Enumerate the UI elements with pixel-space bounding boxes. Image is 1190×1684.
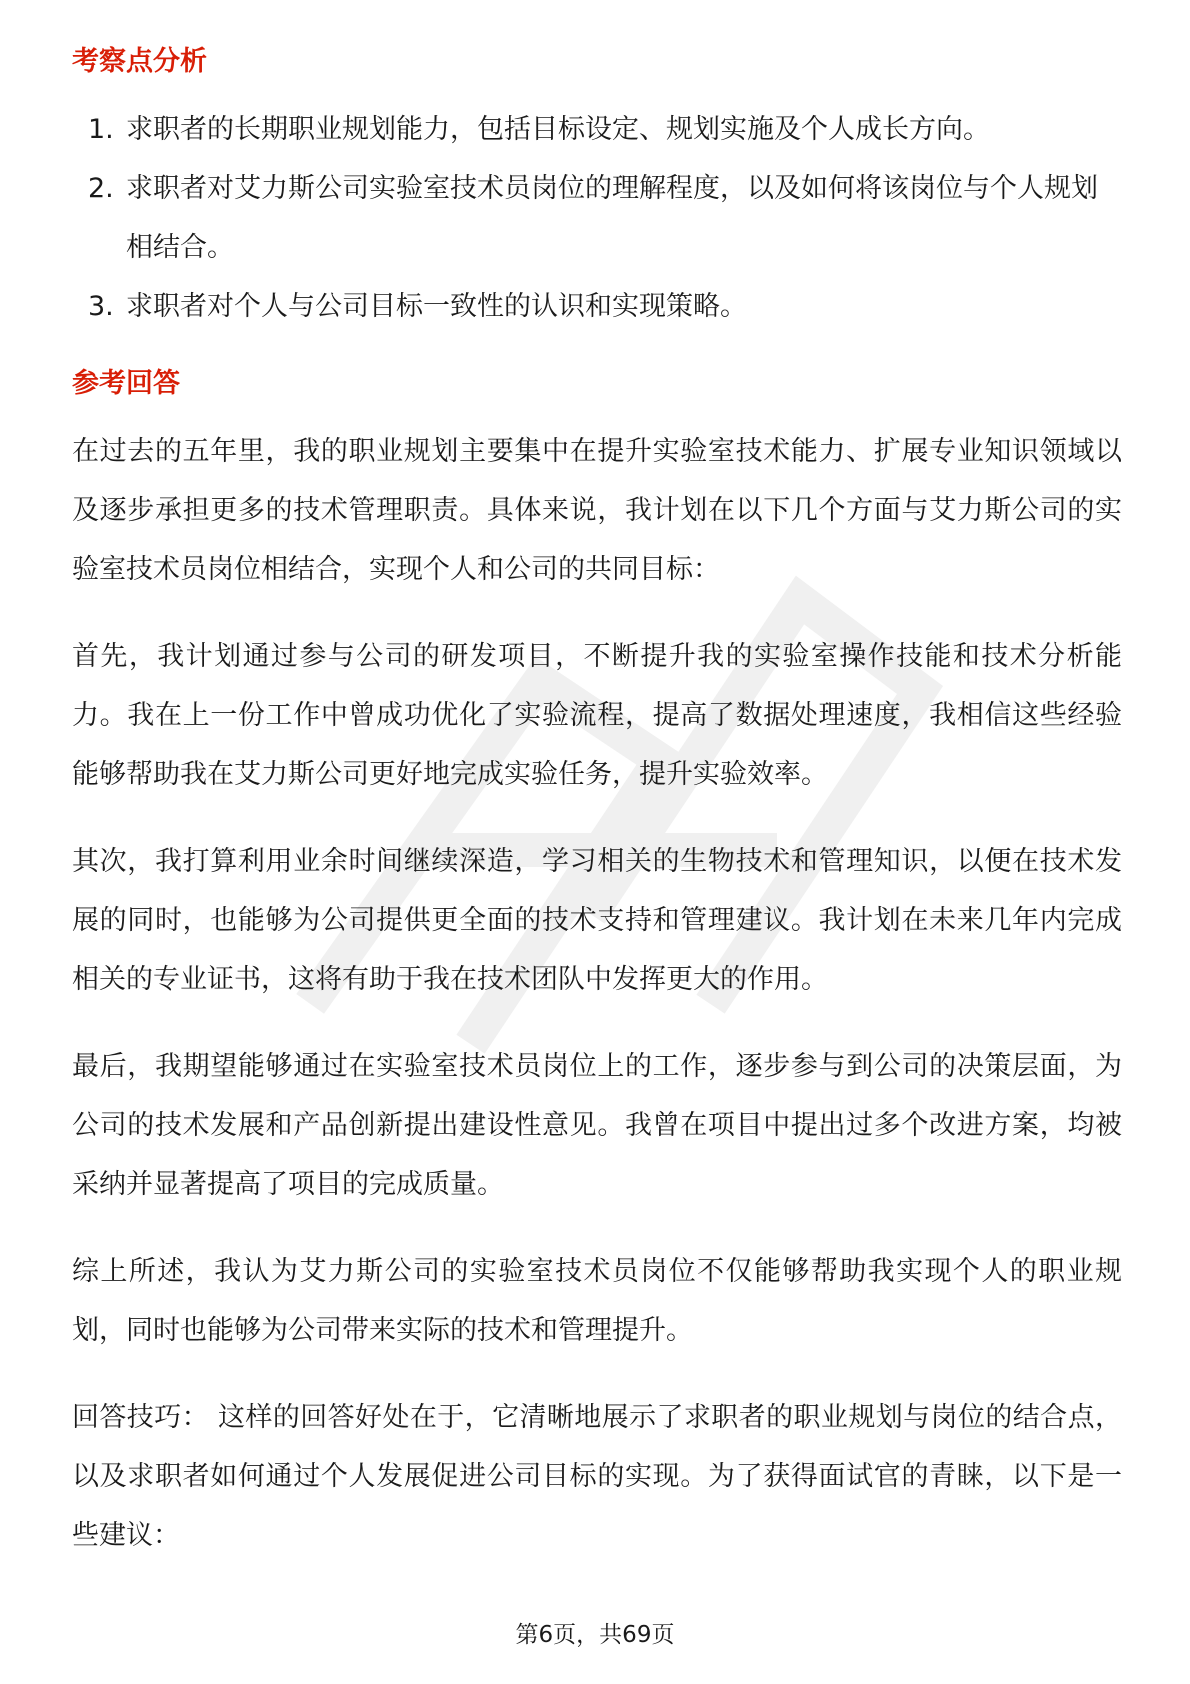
list-item bbox=[72, 159, 1122, 277]
list-item-text: 求职者对艾力斯公司实验室技术员岗位的理解程度，以及如何将该岗位与个人规划相结合。 bbox=[126, 173, 1098, 263]
answer-paragraph: 其次，我打算利用业余时间继续深造，学习相关的生物技术和管理知识，以便在技术发展的同时，也能够为公司提供更全面的技术支持和管理建议。我计划在未来几年内完成相关的专业证书，这将有助于我在技术团队中发挥更大的作用。 bbox=[72, 846, 1122, 995]
list-item-number: 2. bbox=[88, 173, 114, 204]
answer-paragraph: 综上所述，我认为艾力斯公司的实验室技术员岗位不仅能够帮助我实现个人的职业规划，同时也能够为公司带来实际的技术和管理提升。 bbox=[72, 1256, 1122, 1346]
list-item-text: 求职者的长期职业规划能力，包括目标设定、规划实施及个人成长方向。 bbox=[126, 114, 990, 145]
answer-paragraph: 在过去的五年里，我的职业规划主要集中在提升实验室技术能力、扩展专业知识领域以及逐步承担更多的技术管理职责。具体来说，我计划在以下几个方面与艾力斯公司的实验室技术员岗位相结合，实现个人和公司的共同目标： bbox=[72, 436, 1122, 585]
page-number: 第6页，共69页 bbox=[515, 1622, 675, 1648]
list-item bbox=[72, 100, 1122, 159]
answer-tips-paragraph: 回答技巧： 这样的回答好处在于，它清晰地展示了求职者的职业规划与岗位的结合点，以及求职者如何通过个人发展促进公司目标的实现。为了获得面试官的青睐，以下是一些建议： bbox=[72, 1402, 1122, 1551]
list-item bbox=[72, 277, 1122, 336]
analysis-heading: 考察点分析 bbox=[72, 46, 207, 77]
answer-paragraph: 首先，我计划通过参与公司的研发项目，不断提升我的实验室操作技能和技术分析能力。我在上一份工作中曾成功优化了实验流程，提高了数据处理速度，我相信这些经验能够帮助我在艾力斯公司更好地完成实验任务，提升实验效率。 bbox=[72, 641, 1122, 790]
analysis-list bbox=[72, 100, 1122, 336]
list-item-text: 求职者对个人与公司目标一致性的认识和实现策略。 bbox=[126, 291, 747, 322]
answer-heading: 参考回答 bbox=[72, 368, 180, 399]
main-content bbox=[72, 44, 1122, 1593]
list-item-number: 3. bbox=[88, 291, 114, 322]
answer-paragraph: 最后，我期望能够通过在实验室技术员岗位上的工作，逐步参与到公司的决策层面，为公司的技术发展和产品创新提出建设性意见。我曾在项目中提出过多个改进方案，均被采纳并显著提高了项目的完成质量。 bbox=[72, 1051, 1122, 1200]
list-item-number: 1. bbox=[88, 114, 114, 145]
